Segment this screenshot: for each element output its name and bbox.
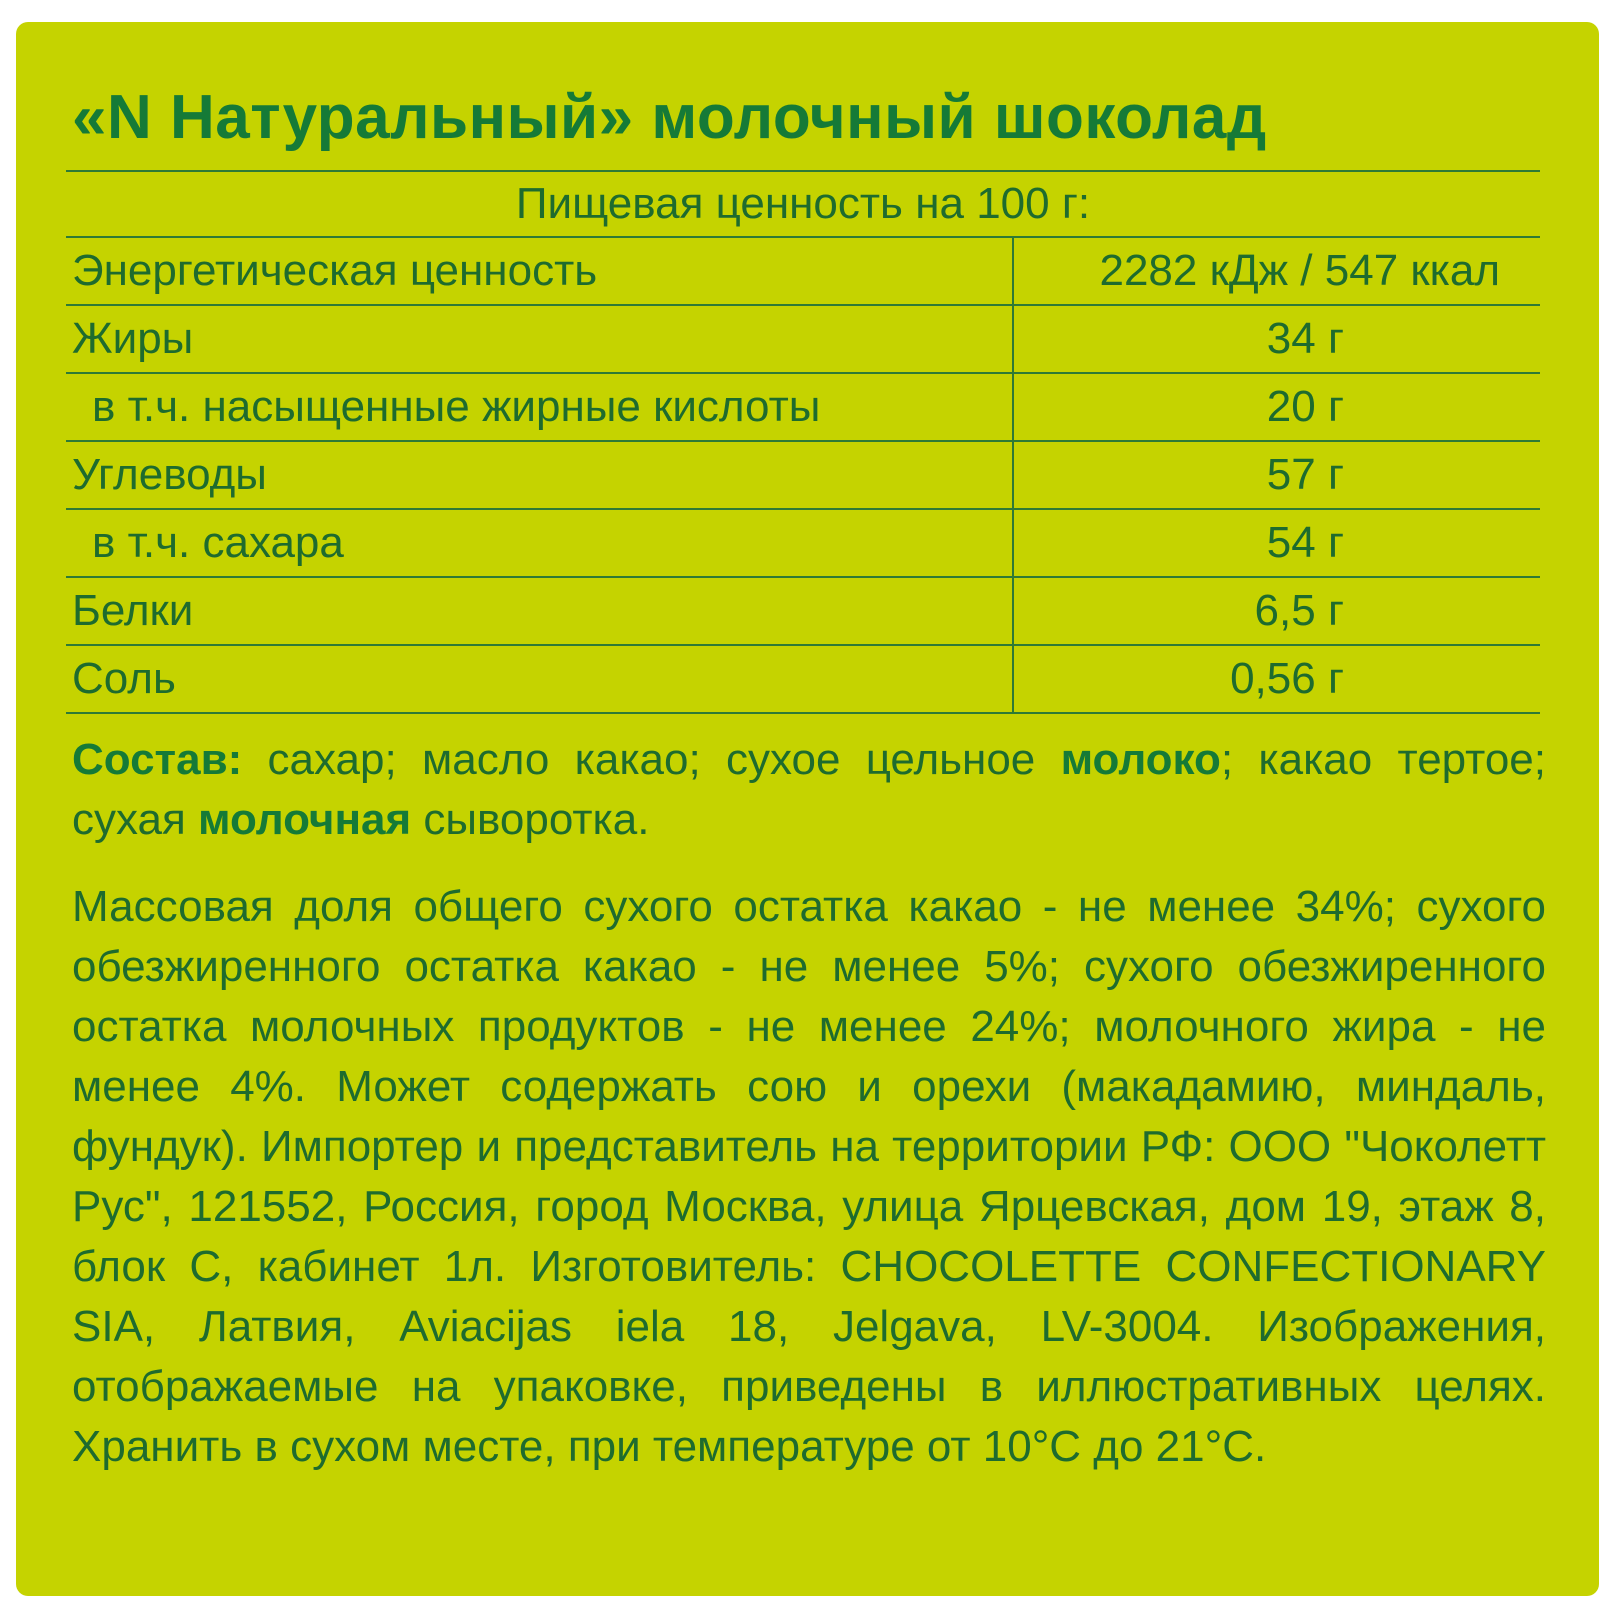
nutrient-value-carbohydrates: 57 г bbox=[1013, 441, 1540, 509]
composition-text bbox=[72, 730, 1546, 850]
table-row bbox=[66, 577, 1540, 645]
nutrient-name-carbohydrates: Углеводы bbox=[66, 441, 1013, 509]
product-label-panel bbox=[16, 22, 1599, 1596]
nutrient-name-saturated-fats: в т.ч. насыщенные жирные кислоты bbox=[66, 373, 1013, 441]
composition-label: Состав: bbox=[72, 735, 243, 784]
composition-part-1: сахар; масло какао; сухое цельное bbox=[242, 735, 1061, 784]
table-row bbox=[66, 373, 1540, 441]
nutrition-header: Пищевая ценность на 100 г: bbox=[66, 171, 1540, 237]
composition-allergen-dairy: молочная bbox=[198, 795, 412, 844]
composition-allergen-milk: молоко bbox=[1060, 735, 1221, 784]
table-row bbox=[66, 441, 1540, 509]
nutrient-value-protein: 6,5 г bbox=[1013, 577, 1540, 645]
nutrient-value-fats: 34 г bbox=[1013, 305, 1540, 373]
product-title: «N Натуральный» молочный шоколад bbox=[72, 83, 1267, 152]
nutrient-value-energy: 2282 кДж / 547 ккал bbox=[1013, 237, 1540, 305]
composition-part-3: сыворотка. bbox=[411, 795, 650, 844]
table-row bbox=[66, 237, 1540, 305]
nutrient-name-sugars: в т.ч. сахара bbox=[66, 509, 1013, 577]
nutrient-name-salt: Соль bbox=[66, 645, 1013, 713]
nutrient-name-protein: Белки bbox=[66, 577, 1013, 645]
nutrient-name-fats: Жиры bbox=[66, 305, 1013, 373]
nutrient-value-sugars: 54 г bbox=[1013, 509, 1540, 577]
composition-part-2: ; какао тертое; сухая bbox=[72, 735, 1546, 844]
table-row bbox=[66, 305, 1540, 373]
nutrition-table bbox=[66, 170, 1540, 714]
nutrition-header-row bbox=[66, 171, 1540, 237]
nutrient-value-salt: 0,56 г bbox=[1013, 645, 1540, 713]
table-row bbox=[66, 509, 1540, 577]
nutrient-name-energy: Энергетическая ценность bbox=[66, 237, 1013, 305]
nutrient-value-saturated-fats: 20 г bbox=[1013, 373, 1540, 441]
table-row bbox=[66, 645, 1540, 713]
product-details-text: Массовая доля общего сухого остатка какао - не менее 34%; сухого обезжиренного остатка какао - не менее 5%; сухого обезжиренного остатка молочных продуктов - не менее 24%; молочного жира - не менее 4%. Может содержать сою и орехи (макадамию, миндаль, фундук). Импортер и представитель на территории РФ: ООО "Чоколетт Рус", 121552, Россия, город Москва, улица Ярцевская, дом 19, этаж 8, блок С, кабинет 1л. Изготовитель: CHOCOLETTE CONFECTIONARY SIA, Латвия, Aviacijas iela 18, Jelgava, LV-3004. Изображения, отображаемые на упаковке, приведены в иллюстративных целях. Хранить в сухом месте, при температуре от 10°С до 21°С. bbox=[72, 882, 1546, 1471]
